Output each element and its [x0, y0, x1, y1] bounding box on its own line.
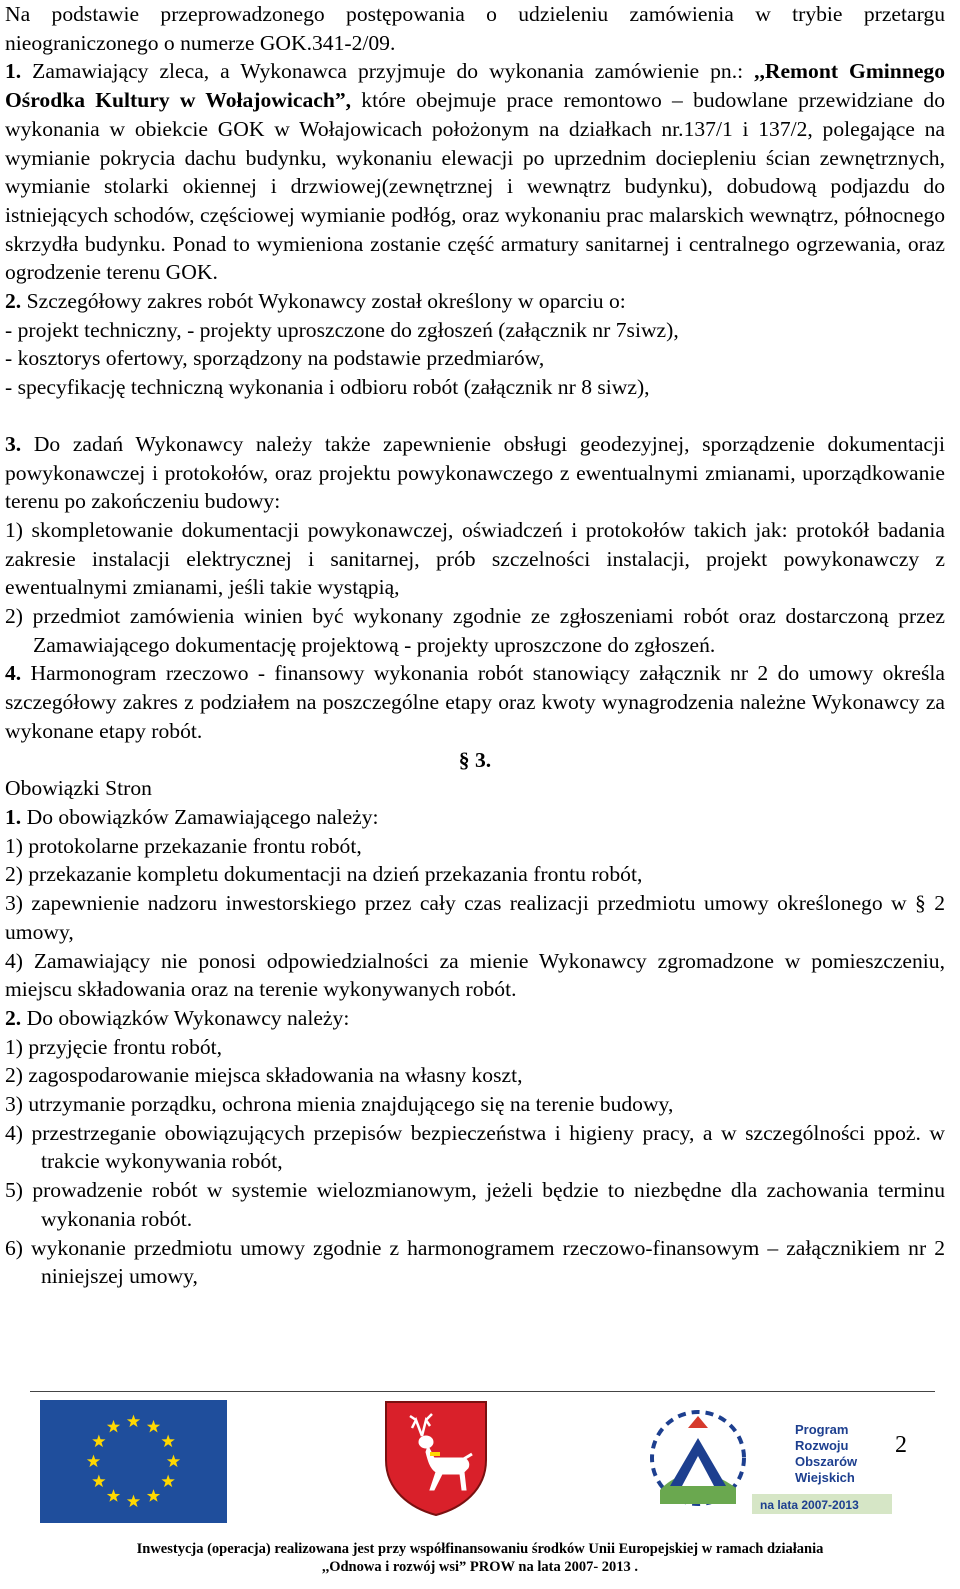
eu-flag-logo [40, 1400, 227, 1523]
deer-collar [430, 1452, 440, 1456]
footer-line-2: ,,Odnowa i rozwój wsi” PROW na lata 2007- 2013 . [321, 1559, 639, 1575]
s1-item-1: 1) protokolarne przekazanie frontu robót, [5, 833, 362, 858]
point-2-item-1: - projekt techniczny, - projekty uproszczone do zgłoszeń (załącznik nr 7siwz), [5, 317, 679, 342]
s2-item-5: 5) prowadzenie robót w systemie wielozmianowym, jeżeli będzie to niezbędne dla zachowania terminu wykonania robót. [5, 1178, 945, 1231]
s2-item-6: 6) wykonanie przedmiotu umowy zgodnie z harmonogramem rzeczowo-finansowym – załącznikiem nr 2 niniejszej umowy, [5, 1235, 945, 1289]
footer-note [0, 1540, 960, 1576]
prow-logo [640, 1398, 900, 1526]
point-2-item-2: - kosztorys ofertowy, sporządzony na podstawie przedmiarów, [5, 346, 545, 371]
prow-text-2: Rozwoju [795, 1438, 849, 1453]
s2-item-2: 2) zagospodarowanie miejsca składowania na własny koszt, [5, 1063, 523, 1088]
point-1: 1. Zamawiający zleca, a Wykonawca przyjmuje do wykonania zamówienie pn.: ,,Remont Gminnego Ośrodka Kultury w Wołajowicach”, które obejmuje prace remontowo – budowlane przewidziane do wykonania w obiekcie GOK w Wołajowicach położonym na działkach nr.137/1 i 137/2, polegające na wymianie pokrycia dachu budynku, wykonaniu elewacji po uprzednim dociepleniu ścian zewnętrznych, wymianie stolarki okiennej i drzwiowej(zewnętrznej i wewnątrz budynku), dobudową podjazdu do istniejących schodów, częściowej wymianie podłóg, oraz wykonaniu prac malarskich wewnątrz, północnego skrzydła budynku. Ponad to wymieniona zostanie część armatury sanitarnej i centralnego ogrzewania, oraz ogrodzenie terenu GOK. [5, 59, 946, 285]
contract-text [5, 0, 945, 1291]
point-2-item-3: - specyfikację techniczną wykonania i odbioru robót (załącznik nr 8 siwz), [5, 375, 650, 400]
s1-item-2: 2) przekazanie kompletu dokumentacji na dzień przekazania frontu robót, [5, 862, 643, 887]
footer-divider [30, 1391, 935, 1392]
point-3: 3. Do zadań Wykonawcy należy także zapewnienie obsługi geodezyjnej, sporządzenie dokumentacji powykonawczej i protokołów, oraz projektu powykonawczego z ewentualnymi zmianami, uporządkowanie terenu po zakończeniu budowy: [5, 431, 945, 514]
intro-line-2: nieograniczonego o numerze GOK.341-2/09. [5, 30, 396, 55]
prow-text-1: Program [795, 1422, 849, 1437]
intro-line-1: Na podstawie przeprowadzonego postępowania o udzieleniu zamówienia w trybie przetargu [5, 2, 945, 26]
section-point-1: 1. Do obowiązków Zamawiającego należy: [5, 804, 379, 829]
prow-star-icon [652, 1412, 744, 1504]
prow-text-4: Wiejskich [795, 1470, 855, 1485]
section-point-2: 2. Do obowiązków Wykonawcy należy: [5, 1005, 350, 1030]
s2-item-3: 3) utrzymanie porządku, ochrona mienia znajdującego się na terenie budowy, [5, 1092, 674, 1117]
footer-line-1: Inwestycja (operacja) realizowana jest przy współfinansowaniu środków Unii Europejskiej w ramach działania [136, 1541, 824, 1557]
s2-item-1: 1) przyjęcie frontu robót, [5, 1034, 223, 1059]
section-heading: § 3. [458, 747, 492, 772]
lublin-crest-logo [382, 1398, 490, 1518]
project-name: ,,Remont Gminnego Ośrodka Kultury w Wołajowicach”, [5, 59, 946, 113]
point-3-item-2: 2) przedmiot zamówienia winien być wykonany zgodnie ze zgłoszeniami robót oraz dostarczoną przez Zamawiającego dokumentację projektową - projekty uproszczone do zgłoszeń. [5, 604, 945, 657]
point-3-item-1: 1) skompletowanie dokumentacji powykonawczej, oświadczeń i protokołów takich jak: protokół badania zakresie instalacji elektrycznej i sanitarnej, prób szczelności instalacji, projekt powykonawczy z ewentualnymi zmianami, jeśli takie wystąpią, [5, 517, 945, 600]
point-2: 2. Szczegółowy zakres robót Wykonawcy został określony w oparciu o: [5, 289, 626, 314]
prow-text-3: Obszarów [795, 1454, 858, 1469]
s1-item-4: 4) Zamawiający nie ponosi odpowiedzialności za mienie Wykonawcy zgromadzone w pomieszczeniu, miejscu składowania oraz na terenie wykonywanych robót. [5, 948, 945, 1002]
prow-text-5: na lata 2007-2013 [760, 1498, 859, 1512]
s1-item-3: 3) zapewnienie nadzoru inwestorskiego przez cały czas realizacji przedmiotu umowy określonego w § 2 umowy, [5, 891, 945, 944]
page-number: 2 [895, 1432, 907, 1458]
point-4: 4. Harmonogram rzeczowo - finansowy wykonania robót stanowiący załącznik nr 2 do umowy określa szczegółowy zakres z podziałem na poszczególne etapy oraz kwoty wynagrodzenia należne Wykonawcy za wykonane etapy robót. [5, 661, 945, 743]
point-1-number: 1. [5, 59, 22, 84]
s2-item-4: 4) przestrzeganie obowiązujących przepisów bezpieczeństwa i higieny pracy, a w szczególności ppoż. w trakcie wykonywania robót, [5, 1120, 945, 1174]
section-title: Obowiązki Stron [5, 776, 152, 801]
